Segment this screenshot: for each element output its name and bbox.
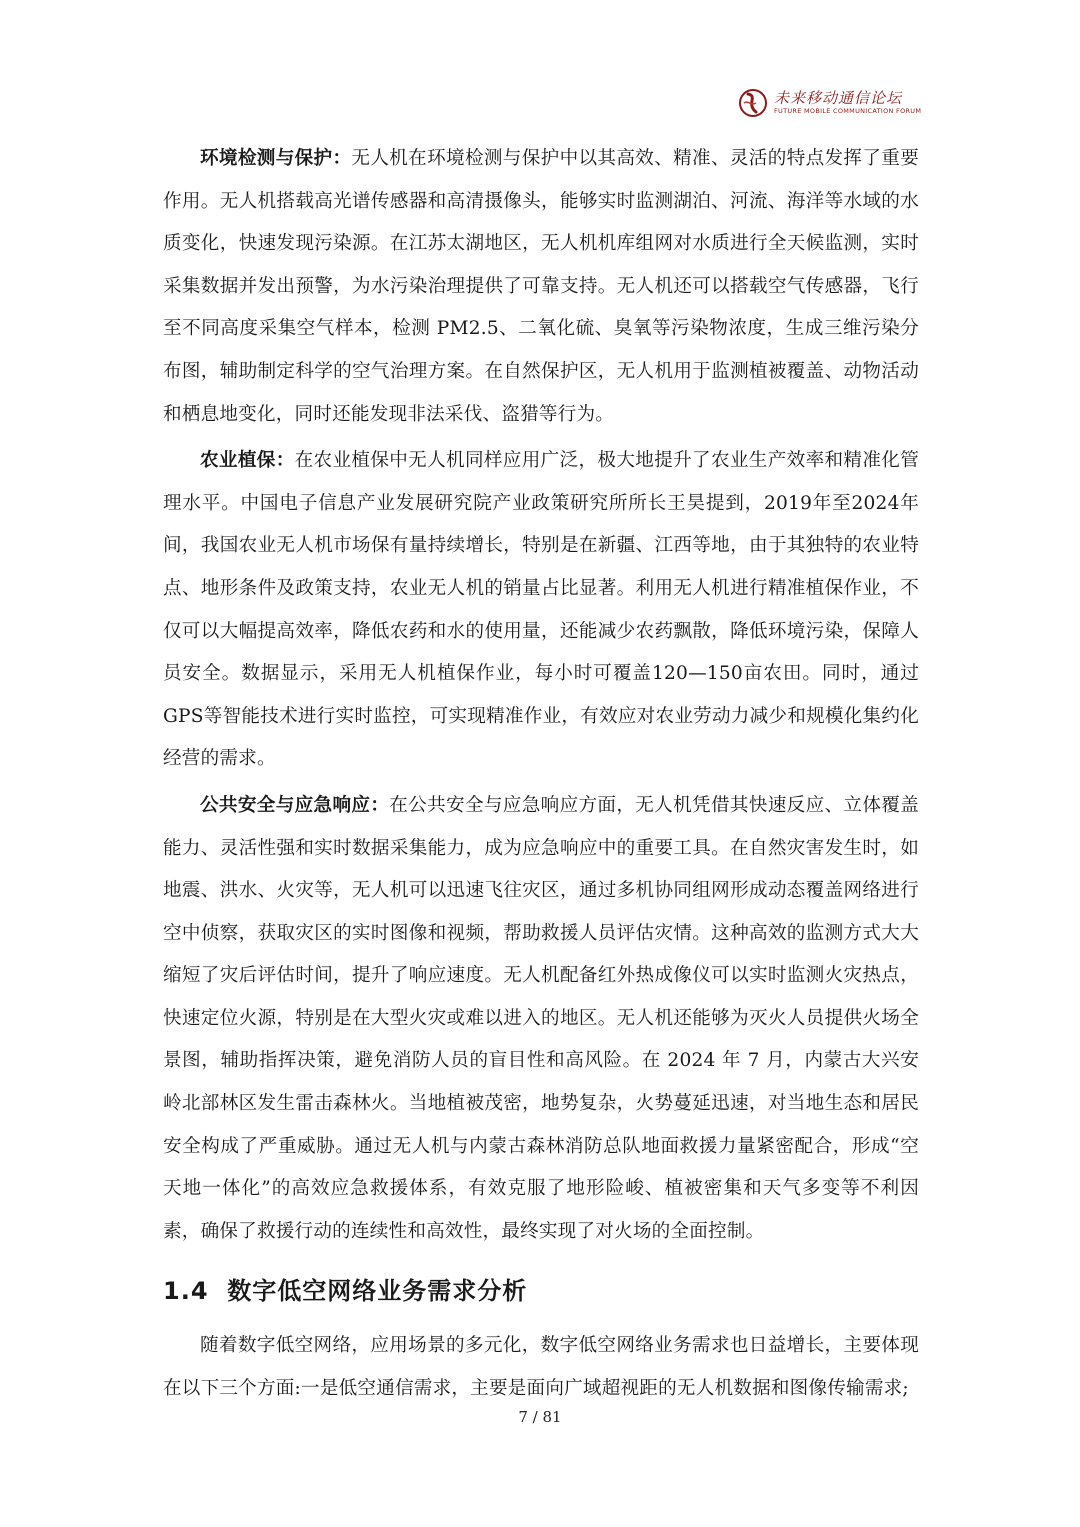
- paragraph-section-intro: 随着数字低空网络，应用场景的多元化，数字低空网络业务需求也日益增长，主要体现在以下三个方面:一是低空通信需求，主要是面向广域超视距的无人机数据和图像传输需求;: [163, 1335, 919, 1400]
- page-number: 7 / 81: [518, 1408, 562, 1426]
- logo-text: [774, 91, 921, 115]
- paragraph-lead: 农业植保：: [200, 450, 295, 472]
- paragraph-agriculture: [163, 440, 919, 781]
- document-body: [163, 138, 919, 1415]
- paragraph-text: 在公共安全与应急响应方面，无人机凭借其快速反应、立体覆盖能力、灵活性强和实时数据采集能力，成为应急响应中的重要工具。在自然灾害发生时，如地震、洪水、火灾等，无人机可以迅速飞往灾区，通过多机协同组网形成动态覆盖网络进行空中侦察，获取灾区的实时图像和视频，帮助救援人员评估灾情。这种高效的监测方式大大缩短了灾后评估时间，提升了响应速度。无人机配备红外热成像仪可以实时监测火灾热点，快速定位火源，特别是在大型火灾或难以进入的地区。无人机还能够为灭火人员提供火场全景图，辅助指挥决策，避免消防人员的盲目性和高风险。在 2024 年 7 月，内蒙古大兴安岭北部林区发生雷击森林火。当地植被茂密，地势复杂，火势蔓延迅速，对当地生态和居民安全构成了严重威胁。通过无人机与内蒙古森林消防总队地面救援力量紧密配合，形成“空天地一体化”的高效应急救援体系，有效克服了地形险峻、植被密集和天气多变等不利因素，确保了救援行动的连续性和高效性，最终实现了对火场的全面控制。: [163, 794, 919, 1242]
- section-heading: [163, 1271, 919, 1311]
- header-logo: [736, 86, 921, 120]
- paragraph-text: 在农业植保中无人机同样应用广泛，极大地提升了农业生产效率和精准化管理水平。中国电子信息产业发展研究院产业政策研究所所长王昊提到，2019年至2024年间，我国农业无人机市场保有量持续增长，特别是在新疆、江西等地，由于其独特的农业特点、地形条件及政策支持，农业无人机的销量占比显著。利用无人机进行精准植保作业，不仅可以大幅提高效率，降低农药和水的使用量，还能减少农药飘散，降低环境污染，保障人员安全。数据显示，采用无人机植保作业，每小时可覆盖120—150亩农田。同时，通过GPS等智能技术进行实时监控，可实现精准作业，有效应对农业劳动力减少和规模化集约化经营的需求。: [163, 450, 919, 770]
- forum-logo-icon: [736, 86, 770, 120]
- section-number: 1.4: [163, 1277, 209, 1306]
- paragraph-text: 无人机在环境检测与保护中以其高效、精准、灵活的特点发挥了重要作用。无人机搭载高光谱传感器和高清摄像头，能够实时监测湖泊、河流、海洋等水域的水质变化，快速发现污染源。在江苏太湖地区，无人机机库组网对水质进行全天候监测，实时采集数据并发出预警，为水污染治理提供了可靠支持。无人机还可以搭载空气传感器，飞行至不同高度采集空气样本，检测 PM2.5、二氧化硫、臭氧等污染物浓度，生成三维污染分布图，辅助制定科学的空气治理方案。在自然保护区，无人机用于监测植被覆盖、动物活动和栖息地变化，同时还能发现非法采伐、盗猎等行为。: [163, 148, 919, 425]
- section-title: 数字低空网络业务需求分析: [227, 1277, 528, 1306]
- paragraph-lead: 环境检测与保护：: [200, 148, 352, 169]
- logo-title-en: FUTURE MOBILE COMMUNICATION FORUM: [774, 107, 922, 116]
- paragraph-lead: 公共安全与应急响应：: [200, 794, 390, 816]
- paragraph-environment: [163, 138, 919, 436]
- paragraph-public-safety: [163, 785, 919, 1254]
- logo-title-cn: 未来移动通信论坛: [774, 89, 903, 108]
